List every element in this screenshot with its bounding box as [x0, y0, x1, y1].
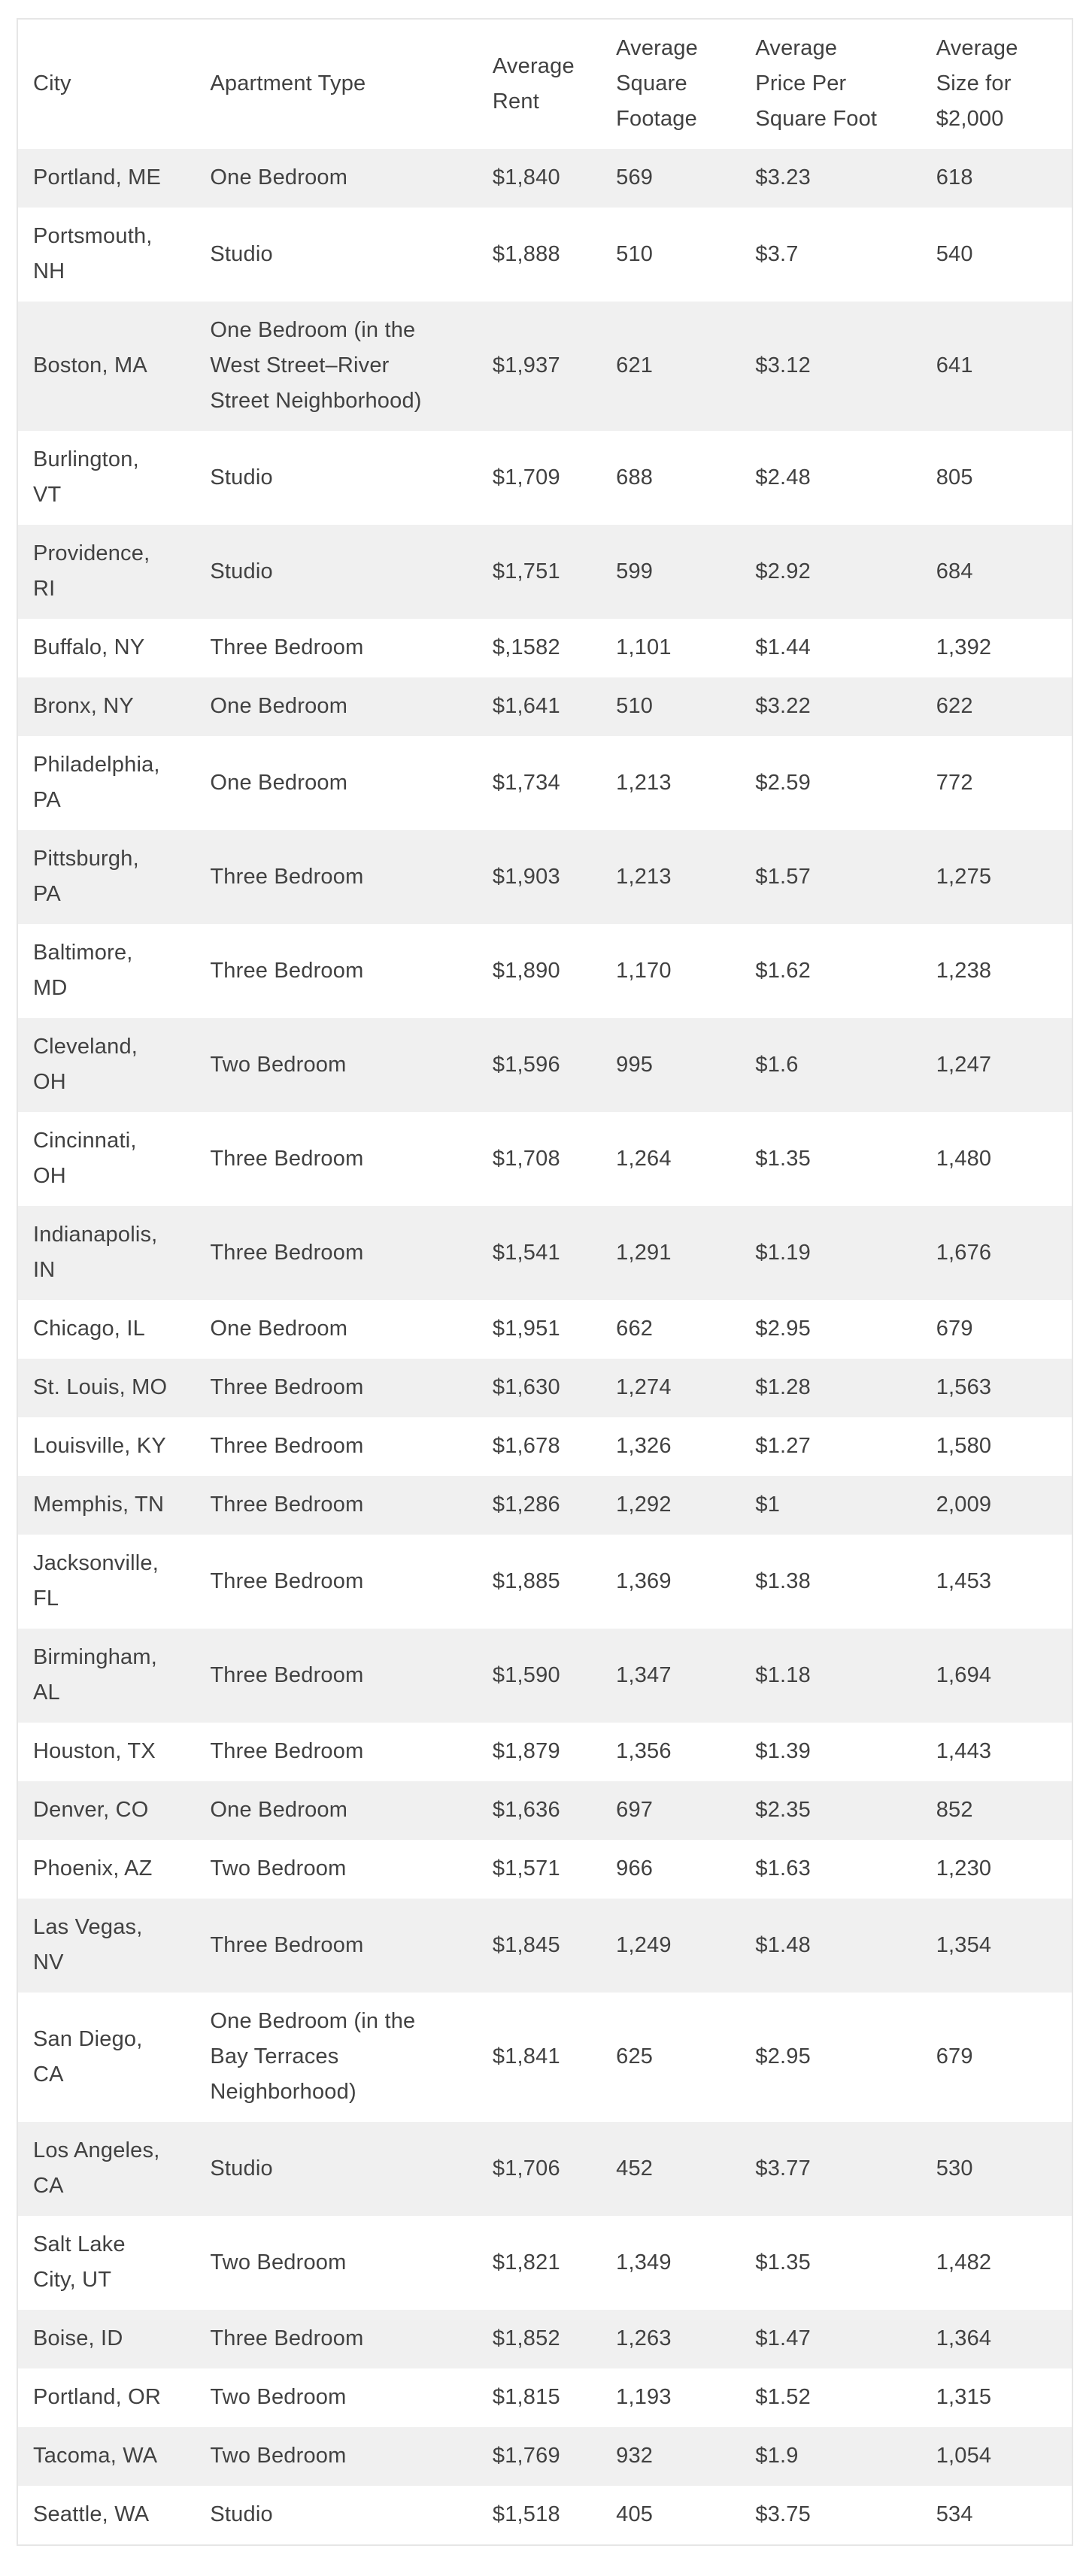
cell-city: Cincinnati, OH	[33, 1129, 137, 1188]
cell-average-rent: $1,590	[492, 1662, 560, 1687]
table-row	[17, 1018, 1072, 1112]
cell-apartment-type: Studio	[210, 465, 273, 489]
cell-average-price-per-square-foot: $1.39	[755, 1739, 811, 1763]
cell-city: Salt Lake City, UT	[33, 2232, 126, 2292]
cell-average-square-footage: 1,291	[616, 1240, 672, 1265]
header-row	[17, 19, 1072, 149]
cell-average-square-footage: 1,264	[616, 1146, 672, 1171]
table-row	[17, 1723, 1072, 1781]
cell-average-square-footage: 621	[616, 353, 654, 377]
cell-apartment-type: One Bedroom	[210, 770, 348, 795]
cell-average-size-for-2000: 534	[936, 2502, 973, 2526]
cell-apartment-type: Three Bedroom	[210, 635, 364, 659]
table-row	[17, 619, 1072, 677]
cell-city: Boise, ID	[33, 2326, 123, 2350]
cell-city: Los Angeles, CA	[33, 2138, 160, 2198]
cell-average-price-per-square-foot: $1.6	[755, 1052, 799, 1077]
cell-city: Cleveland, OH	[33, 1035, 138, 1094]
cell-average-square-footage: 405	[616, 2502, 654, 2526]
cell-average-size-for-2000: 684	[936, 559, 973, 583]
cell-average-price-per-square-foot: $1.35	[755, 2250, 811, 2274]
cell-city: Jacksonville, FL	[33, 1551, 159, 1611]
cell-average-square-footage: 510	[616, 241, 654, 266]
table-row	[17, 2368, 1072, 2427]
cell-average-square-footage: 452	[616, 2156, 654, 2181]
cell-city: Denver, CO	[33, 1798, 149, 1822]
column-header-average-square-footage: Average Square Footage	[616, 36, 698, 131]
cell-average-rent: $1,769	[492, 2444, 560, 2468]
cell-average-size-for-2000: 1,480	[936, 1146, 992, 1171]
table-body	[17, 149, 1072, 2545]
cell-apartment-type: Two Bedroom	[210, 2385, 347, 2409]
table-row	[17, 1629, 1072, 1723]
cell-apartment-type: One Bedroom	[210, 1317, 348, 1341]
cell-average-price-per-square-foot: $2.59	[755, 770, 811, 795]
cell-average-size-for-2000: 2,009	[936, 1493, 992, 1517]
cell-apartment-type: One Bedroom (in the West Street–River Street Neighborhood)	[210, 318, 422, 413]
cell-average-size-for-2000: 1,315	[936, 2385, 992, 2409]
cell-city: Phoenix, AZ	[33, 1856, 153, 1880]
cell-city: Louisville, KY	[33, 1434, 166, 1458]
cell-average-size-for-2000: 1,676	[936, 1240, 992, 1265]
cell-average-price-per-square-foot: $3.7	[755, 241, 799, 266]
cell-apartment-type: Three Bedroom	[210, 1375, 364, 1399]
cell-average-square-footage: 1,347	[616, 1662, 672, 1687]
cell-city: Portland, ME	[33, 165, 162, 189]
cell-apartment-type: Studio	[210, 2502, 273, 2526]
cell-apartment-type: Two Bedroom	[210, 2250, 347, 2274]
cell-city: Las Vegas, NV	[33, 1915, 143, 1974]
table-row	[17, 2216, 1072, 2310]
table-row	[17, 1899, 1072, 1993]
cell-average-size-for-2000: 530	[936, 2156, 973, 2181]
cell-average-price-per-square-foot: $2.95	[755, 1317, 811, 1341]
cell-average-rent: $1,840	[492, 165, 560, 189]
table-row	[17, 208, 1072, 302]
cell-apartment-type: One Bedroom	[210, 1798, 348, 1822]
cell-average-size-for-2000: 805	[936, 465, 973, 489]
cell-apartment-type: Three Bedroom	[210, 1932, 364, 1957]
cell-average-square-footage: 569	[616, 165, 654, 189]
cell-average-size-for-2000: 1,694	[936, 1662, 992, 1687]
table-row	[17, 2122, 1072, 2216]
cell-average-square-footage: 966	[616, 1856, 654, 1880]
cell-average-size-for-2000: 1,443	[936, 1739, 992, 1763]
cell-average-rent: $1,678	[492, 1434, 560, 1458]
cell-average-size-for-2000: 540	[936, 241, 973, 266]
table-row	[17, 1781, 1072, 1840]
cell-apartment-type: Two Bedroom	[210, 1052, 347, 1077]
cell-city: San Diego, CA	[33, 2026, 143, 2087]
cell-apartment-type: Three Bedroom	[210, 2326, 364, 2350]
cell-average-price-per-square-foot: $1.28	[755, 1375, 811, 1399]
column-header-average-price-per-square-foot: Average Price Per Square Foot	[755, 36, 878, 131]
cell-average-rent: $1,286	[492, 1493, 560, 1517]
cell-average-square-footage: 995	[616, 1052, 654, 1077]
cell-average-size-for-2000: 679	[936, 1317, 973, 1341]
cell-average-rent: $1,541	[492, 1240, 560, 1265]
column-header-average-rent: Average Rent	[492, 53, 575, 114]
cell-city: Portland, OR	[33, 2385, 162, 2409]
column-header-city: City	[33, 71, 71, 95]
rent-table-container	[17, 18, 1073, 2546]
cell-average-rent: $1,706	[492, 2156, 560, 2181]
cell-average-price-per-square-foot: $1	[755, 1493, 781, 1517]
cell-average-square-footage: 1,249	[616, 1932, 672, 1957]
cell-average-rent: $1,636	[492, 1798, 560, 1822]
cell-average-price-per-square-foot: $1.57	[755, 864, 811, 889]
cell-average-rent: $1,879	[492, 1739, 560, 1763]
cell-average-size-for-2000: 622	[936, 694, 973, 718]
cell-average-price-per-square-foot: $1.63	[755, 1856, 811, 1880]
cell-average-square-footage: 1,213	[616, 770, 672, 795]
cell-apartment-type: One Bedroom	[210, 165, 348, 189]
cell-apartment-type: Three Bedroom	[210, 1568, 364, 1593]
cell-average-size-for-2000: 1,563	[936, 1375, 992, 1399]
cell-average-price-per-square-foot: $1.38	[755, 1568, 811, 1593]
cell-apartment-type: Three Bedroom	[210, 1739, 364, 1763]
column-header-average-size-for-2000: Average Size for $2,000	[936, 36, 1018, 131]
cell-average-price-per-square-foot: $2.95	[755, 2044, 811, 2068]
cell-average-rent: $1,890	[492, 958, 560, 983]
cell-average-price-per-square-foot: $1.35	[755, 1146, 811, 1171]
cell-average-rent: $1,571	[492, 1856, 560, 1880]
table-row	[17, 302, 1072, 431]
cell-apartment-type: Studio	[210, 559, 273, 583]
cell-average-price-per-square-foot: $1.47	[755, 2326, 811, 2350]
cell-city: Pittsburgh, PA	[33, 847, 139, 906]
cell-average-size-for-2000: 1,275	[936, 864, 992, 889]
table-row	[17, 431, 1072, 525]
cell-average-size-for-2000: 1,054	[936, 2444, 992, 2468]
cell-average-rent: $1,815	[492, 2385, 560, 2409]
table-row	[17, 525, 1072, 619]
cell-average-price-per-square-foot: $2.48	[755, 465, 811, 489]
cell-city: Portsmouth, NH	[33, 224, 153, 283]
cell-average-rent: $1,951	[492, 1317, 560, 1341]
cell-apartment-type: Two Bedroom	[210, 1856, 347, 1880]
cell-average-square-footage: 625	[616, 2044, 654, 2068]
cell-average-square-footage: 1,326	[616, 1434, 672, 1458]
cell-city: Seattle, WA	[33, 2502, 150, 2526]
column-header-apartment-type: Apartment Type	[210, 71, 366, 95]
table-row	[17, 924, 1072, 1018]
cell-average-rent: $1,596	[492, 1052, 560, 1077]
cell-average-price-per-square-foot: $1.44	[755, 635, 811, 659]
cell-average-price-per-square-foot: $3.75	[755, 2502, 811, 2526]
cell-apartment-type: Three Bedroom	[210, 1240, 364, 1265]
table-row	[17, 1417, 1072, 1476]
table-row	[17, 1359, 1072, 1417]
cell-average-square-footage: 510	[616, 694, 654, 718]
cell-average-rent: $1,903	[492, 864, 560, 889]
cell-city: Philadelphia, PA	[33, 753, 160, 812]
cell-average-price-per-square-foot: $1.27	[755, 1434, 811, 1458]
cell-average-square-footage: 1,170	[616, 958, 672, 983]
cell-average-price-per-square-foot: $1.19	[755, 1240, 811, 1265]
cell-average-rent: $1,709	[492, 465, 560, 489]
cell-average-rent: $1,751	[492, 559, 560, 583]
cell-average-rent: $1,518	[492, 2502, 560, 2526]
cell-average-rent: $1,708	[492, 1146, 560, 1171]
cell-apartment-type: Studio	[210, 2156, 273, 2181]
cell-average-size-for-2000: 772	[936, 770, 973, 795]
cell-apartment-type: Two Bedroom	[210, 2444, 347, 2468]
cell-average-price-per-square-foot: $1.52	[755, 2385, 811, 2409]
cell-city: Houston, TX	[33, 1739, 156, 1763]
cell-average-square-footage: 1,213	[616, 864, 672, 889]
cell-average-square-footage: 599	[616, 559, 654, 583]
cell-average-size-for-2000: 1,238	[936, 958, 992, 983]
cell-apartment-type: One Bedroom	[210, 694, 348, 718]
cell-average-size-for-2000: 1,580	[936, 1434, 992, 1458]
cell-average-rent: $1,852	[492, 2326, 560, 2350]
table-row	[17, 830, 1072, 924]
cell-city: Bronx, NY	[33, 694, 134, 718]
cell-average-rent: $1,888	[492, 241, 560, 266]
cell-average-price-per-square-foot: $1.48	[755, 1932, 811, 1957]
cell-average-price-per-square-foot: $2.92	[755, 559, 811, 583]
cell-apartment-type: Three Bedroom	[210, 1434, 364, 1458]
cell-average-square-footage: 688	[616, 465, 654, 489]
cell-city: St. Louis, MO	[33, 1375, 168, 1399]
cell-average-price-per-square-foot: $3.77	[755, 2156, 811, 2181]
cell-average-square-footage: 1,369	[616, 1568, 672, 1593]
cell-average-square-footage: 1,292	[616, 1493, 672, 1517]
cell-average-size-for-2000: 1,453	[936, 1568, 992, 1593]
cell-apartment-type: Studio	[210, 241, 273, 266]
cell-average-square-footage: 1,101	[616, 635, 672, 659]
cell-average-size-for-2000: 1,247	[936, 1052, 992, 1077]
cell-average-rent: $1,885	[492, 1568, 560, 1593]
table-header	[17, 19, 1072, 149]
table-row	[17, 2310, 1072, 2368]
cell-average-square-footage: 1,193	[616, 2385, 672, 2409]
table-row	[17, 1993, 1072, 2122]
table-row	[17, 2486, 1072, 2545]
cell-average-size-for-2000: 852	[936, 1798, 973, 1822]
cell-average-size-for-2000: 679	[936, 2044, 973, 2068]
cell-average-rent: $1,734	[492, 770, 560, 795]
cell-apartment-type: Three Bedroom	[210, 958, 364, 983]
cell-average-square-footage: 1,274	[616, 1375, 672, 1399]
cell-average-size-for-2000: 1,230	[936, 1856, 992, 1880]
table-row	[17, 1476, 1072, 1535]
cell-average-size-for-2000: 641	[936, 353, 973, 377]
cell-average-rent: $1,641	[492, 694, 560, 718]
cell-apartment-type: Three Bedroom	[210, 1493, 364, 1517]
cell-average-price-per-square-foot: $3.23	[755, 165, 811, 189]
cell-city: Burlington, VT	[33, 447, 139, 507]
cell-average-price-per-square-foot: $1.9	[755, 2444, 799, 2468]
table-row	[17, 149, 1072, 208]
table-row	[17, 2427, 1072, 2486]
cell-average-rent: $,1582	[492, 635, 560, 659]
cell-average-rent: $1,845	[492, 1932, 560, 1957]
cell-average-rent: $1,841	[492, 2044, 560, 2068]
city-apartment-rent-table	[17, 18, 1073, 2546]
cell-average-square-footage: 932	[616, 2444, 654, 2468]
table-row	[17, 677, 1072, 736]
table-row	[17, 1840, 1072, 1899]
cell-city: Birmingham, AL	[33, 1645, 157, 1705]
cell-average-rent: $1,821	[492, 2250, 560, 2274]
cell-city: Boston, MA	[33, 353, 147, 377]
cell-average-square-footage: 662	[616, 1317, 654, 1341]
cell-average-square-footage: 1,356	[616, 1739, 672, 1763]
cell-city: Baltimore, MD	[33, 941, 133, 1000]
cell-average-square-footage: 697	[616, 1798, 654, 1822]
cell-average-price-per-square-foot: $1.18	[755, 1662, 811, 1687]
cell-city: Chicago, IL	[33, 1317, 145, 1341]
cell-average-price-per-square-foot: $3.22	[755, 694, 811, 718]
table-row	[17, 1112, 1072, 1206]
cell-average-size-for-2000: 1,392	[936, 635, 992, 659]
cell-city: Buffalo, NY	[33, 635, 145, 659]
table-row	[17, 1535, 1072, 1629]
cell-average-size-for-2000: 1,354	[936, 1932, 992, 1957]
cell-city: Tacoma, WA	[33, 2444, 158, 2468]
cell-average-price-per-square-foot: $3.12	[755, 353, 811, 377]
cell-city: Memphis, TN	[33, 1493, 165, 1517]
cell-city: Indianapolis, IN	[33, 1223, 158, 1282]
cell-city: Providence, RI	[33, 541, 150, 601]
cell-average-square-footage: 1,349	[616, 2250, 672, 2274]
table-row	[17, 736, 1072, 830]
cell-apartment-type: Three Bedroom	[210, 1146, 364, 1171]
table-row	[17, 1206, 1072, 1300]
cell-average-size-for-2000: 1,482	[936, 2250, 992, 2274]
cell-average-rent: $1,937	[492, 353, 560, 377]
cell-apartment-type: One Bedroom (in the Bay Terraces Neighborhood)	[210, 2009, 416, 2104]
cell-average-price-per-square-foot: $1.62	[755, 958, 811, 983]
cell-average-size-for-2000: 1,364	[936, 2326, 992, 2350]
cell-average-price-per-square-foot: $2.35	[755, 1798, 811, 1822]
cell-average-square-footage: 1,263	[616, 2326, 672, 2350]
cell-apartment-type: Three Bedroom	[210, 1662, 364, 1687]
table-row	[17, 1300, 1072, 1359]
cell-average-size-for-2000: 618	[936, 165, 973, 189]
cell-average-rent: $1,630	[492, 1375, 560, 1399]
cell-apartment-type: Three Bedroom	[210, 864, 364, 889]
